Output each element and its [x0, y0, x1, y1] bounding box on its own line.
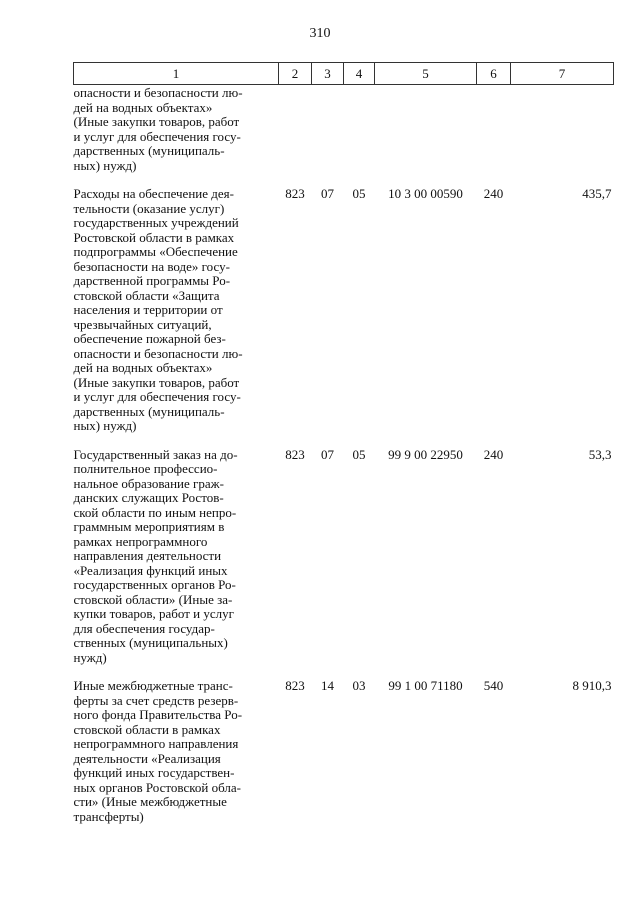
section-code: 07 [321, 186, 334, 201]
header-cell-5: 5 [375, 63, 477, 85]
desc-line: нужд) [73, 649, 107, 665]
subsection-code: 03 [352, 678, 366, 693]
desc-line: обеспечение пожарной без- [73, 331, 226, 346]
desc-line: функций иных государствен- [73, 765, 235, 780]
desc-line: ных органов Ростовской обла- [73, 779, 241, 795]
desc-line: дей на водных объектах» [73, 360, 213, 375]
target-article-code: 10 3 00 00590 [388, 186, 463, 201]
desc-line: населения и территории от [73, 302, 223, 317]
desc-line: Иные межбюджетные транс- [73, 678, 233, 693]
page-number: 310 [309, 26, 331, 41]
desc-line: деятельности «Реализация [73, 750, 221, 766]
desc-line: и услуг для обеспечения госу- [73, 389, 241, 404]
desc-line: (Иные закупки товаров, работ [73, 114, 240, 129]
expense-type-code: 540 [483, 678, 504, 693]
row-description [74, 679, 279, 838]
desc-line: ного фонда Правительства Ро- [73, 707, 243, 722]
section-code: 14 [321, 678, 334, 693]
desc-line: дей на водных объектах» [73, 99, 213, 115]
table-row [74, 448, 614, 680]
desc-line: подпрограммы «Обеспечение [73, 244, 238, 259]
desc-line: ных) нужд) [73, 418, 137, 433]
header-cell-7: 7 [511, 63, 614, 85]
desc-line: чрезвычайных ситуаций, [73, 316, 212, 332]
desc-line: безопасности на воде» госу- [73, 258, 230, 274]
desc-line: стовской области «Защита [73, 287, 220, 303]
desc-line: ферты за счет средств резерв- [73, 692, 239, 708]
desc-line: опасности и безопасности лю- [73, 85, 243, 100]
desc-line: ных) нужд) [73, 157, 137, 173]
desc-line: стовской области» (Иные за- [73, 591, 233, 607]
desc-line: опасности и безопасности лю- [73, 345, 243, 361]
desc-line: для обеспечения государ- [73, 620, 215, 636]
ministry-code: 823 [285, 186, 305, 201]
header-cell-6: 6 [477, 63, 511, 85]
desc-line: (Иные закупки товаров, работ [73, 374, 240, 390]
desc-line: ственных (муниципальных) [73, 635, 228, 650]
desc-line: государственных учреждений [73, 215, 239, 230]
header-cell-2: 2 [279, 63, 312, 85]
expense-type-code: 240 [483, 446, 504, 462]
desc-line: тельности (оказание услуг) [73, 200, 225, 216]
amount: 8 910,3 [572, 678, 612, 693]
desc-line: государственных органов Ро- [73, 577, 236, 592]
desc-line: направления деятельности [73, 548, 222, 563]
desc-line: граммным мероприятиям в [73, 519, 225, 534]
amount: 435,7 [582, 186, 612, 201]
target-article-code: 99 1 00 71180 [388, 678, 463, 693]
desc-line: полнительное профессио- [73, 461, 218, 476]
desc-line: Расходы на обеспечение дея- [73, 186, 234, 201]
row-description [74, 187, 279, 448]
desc-line: данских служащих Ростов- [73, 490, 224, 505]
table-row [74, 679, 614, 838]
desc-line: стовской области в рамках [73, 721, 221, 737]
desc-line: трансферты) [73, 808, 144, 824]
desc-line: Ростовской области в рамках [73, 229, 235, 245]
expense-type-code: 240 [483, 186, 504, 201]
target-article-code: 99 9 00 22950 [388, 446, 463, 462]
desc-line: непрограммного направления [73, 736, 239, 751]
desc-line: ской области по иным непро- [73, 504, 237, 520]
continuation-row [74, 85, 614, 188]
header-cell-1: 1 [74, 63, 279, 85]
desc-line: рамках непрограммного [73, 533, 208, 549]
desc-line: «Реализация функций иных [73, 562, 228, 578]
budget-table [73, 62, 614, 838]
section-code: 07 [321, 446, 334, 462]
header-cell-4: 4 [344, 63, 375, 85]
desc-line: и услуг для обеспечения госу- [73, 128, 241, 144]
desc-line: дарственных (муниципаль- [73, 403, 225, 419]
subsection-code: 05 [352, 446, 366, 462]
desc-line: нальное образование граж- [73, 475, 224, 491]
row-description [74, 448, 279, 680]
desc-line: купки товаров, работ и услуг [73, 606, 234, 621]
amount: 53,3 [588, 446, 612, 462]
ministry-code: 823 [285, 678, 305, 693]
table-row [74, 187, 614, 448]
continuation-description [74, 85, 279, 188]
desc-line: сти» (Иные межбюджетные [73, 794, 227, 809]
desc-line: дарственной программы Ро- [73, 273, 231, 288]
ministry-code: 823 [285, 446, 305, 462]
desc-line: Государственный заказ на до- [73, 446, 238, 462]
desc-line: дарственных (муниципаль- [73, 143, 225, 158]
header-cell-3: 3 [312, 63, 344, 85]
header-row [74, 63, 614, 85]
subsection-code: 05 [352, 186, 366, 201]
